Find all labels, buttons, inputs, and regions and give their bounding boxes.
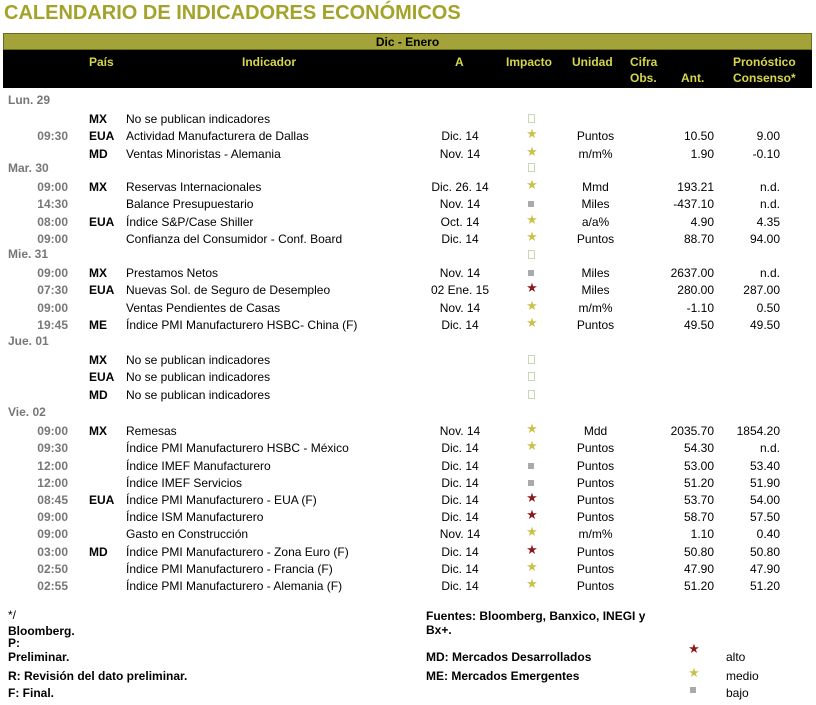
cell-unit: Puntos xyxy=(576,545,615,559)
day-label: Lun. 29 xyxy=(8,93,51,107)
empty-impact-icon xyxy=(528,163,535,172)
period-label: Dic - Enero xyxy=(375,35,440,49)
cell-time: 09:00 xyxy=(37,180,68,194)
cell-period: Dic. 14 xyxy=(441,510,479,524)
star-medio-icon: ★ xyxy=(526,177,538,192)
header-indicador: Indicador xyxy=(242,55,297,69)
cell-time: 02:55 xyxy=(37,579,68,593)
cell-ant: -437.10 xyxy=(673,197,714,211)
star-medio-icon: ★ xyxy=(526,559,538,574)
cell-time: 08:45 xyxy=(37,493,68,507)
cell-consensus: 57.50 xyxy=(749,510,780,524)
star-medio-icon: ★ xyxy=(526,126,538,141)
cell-consensus: n.d. xyxy=(759,197,780,211)
cell-ant: 1.90 xyxy=(690,147,714,161)
page-title: CALENDARIO DE INDICADORES ECONÓMICOS xyxy=(4,2,461,24)
cell-country: MX xyxy=(89,112,107,126)
cell-ant: 58.70 xyxy=(683,510,714,524)
cell-ant: 280.00 xyxy=(677,283,714,297)
legend-md: MD: Mercados Desarrollados xyxy=(426,650,592,664)
cell-indicator: Ventas Pendientes de Casas xyxy=(126,301,281,315)
cell-consensus: 53.40 xyxy=(749,459,780,473)
cell-indicator: Índice PMI Manufacturero - Zona Euro (F) xyxy=(126,545,349,559)
cell-time: 07:30 xyxy=(37,283,68,297)
cell-consensus: 54.00 xyxy=(749,493,780,507)
cell-unit: Puntos xyxy=(576,579,615,593)
star-alto-icon: ★ xyxy=(526,490,538,505)
cell-time: 19:45 xyxy=(37,318,68,332)
cell-indicator: Índice PMI Manufacturero HSBC - México xyxy=(126,441,349,455)
cell-unit: Puntos xyxy=(576,232,615,246)
cell-consensus: 1854.20 xyxy=(736,424,780,438)
cell-time: 12:00 xyxy=(37,459,68,473)
footnote-preliminar: Preliminar. xyxy=(8,650,70,664)
star-medio-icon: ★ xyxy=(526,229,538,244)
cell-period: Dic. 14 xyxy=(441,476,479,490)
cell-unit: Miles xyxy=(581,266,610,280)
cell-country: MX xyxy=(89,424,107,438)
sources-line1: Fuentes: Bloomberg, Banxico, INEGI y xyxy=(426,609,646,623)
cell-indicator: Confianza del Consumidor - Conf. Board xyxy=(126,232,343,246)
square-bajo-icon xyxy=(528,201,534,207)
cell-ant: 50.80 xyxy=(683,545,714,559)
cell-unit: Puntos xyxy=(576,510,615,524)
cell-unit: Puntos xyxy=(576,562,615,576)
empty-impact-icon xyxy=(528,372,535,381)
cell-country: MD xyxy=(89,147,108,161)
cell-consensus: 9.00 xyxy=(756,129,780,143)
cell-country: EUA xyxy=(89,283,115,297)
star-medio-icon: ★ xyxy=(526,298,538,313)
header-pais: País xyxy=(89,55,114,69)
legend-bajo-label: bajo xyxy=(726,686,749,700)
cell-unit: Miles xyxy=(581,283,610,297)
cell-time: 09:00 xyxy=(37,232,68,246)
cell-indicator: Ventas Minoristas - Alemania xyxy=(126,147,281,161)
legend-alto-label: alto xyxy=(726,650,746,664)
cell-ant: 2637.00 xyxy=(670,266,714,280)
empty-impact-icon xyxy=(528,355,535,364)
header-obs: Obs. xyxy=(630,71,657,85)
cell-country: MD xyxy=(89,388,108,402)
cell-unit: m/m% xyxy=(578,301,613,315)
cell-country: ME xyxy=(89,318,107,332)
star-medio-icon: ★ xyxy=(526,524,538,539)
empty-impact-icon xyxy=(528,114,535,123)
footnote-revision: R: Revisión del dato preliminar. xyxy=(8,669,188,683)
cell-unit: Puntos xyxy=(576,493,615,507)
day-label: Jue. 01 xyxy=(8,334,49,348)
cell-consensus: 0.50 xyxy=(756,301,780,315)
cell-country: EUA xyxy=(89,493,115,507)
cell-indicator: Prestamos Netos xyxy=(126,266,219,280)
cell-indicator: Gasto en Construcción xyxy=(126,527,249,541)
cell-consensus: n.d. xyxy=(759,180,780,194)
cell-indicator: Índice IMEF Manufacturero xyxy=(126,459,271,473)
cell-consensus: 4.35 xyxy=(756,215,780,229)
cell-period: Nov. 14 xyxy=(439,197,481,211)
cell-period: Dic. 14 xyxy=(441,459,479,473)
empty-impact-icon xyxy=(528,250,535,259)
cell-country: MX xyxy=(89,266,107,280)
cell-time: 09:00 xyxy=(37,266,68,280)
cell-unit: a/a% xyxy=(581,215,610,229)
cell-consensus: 49.50 xyxy=(749,318,780,332)
footnote-bloomberg: Bloomberg. xyxy=(8,624,75,638)
cell-indicator: No se publican indicadores xyxy=(126,388,271,402)
footnote-p: P: xyxy=(8,636,20,650)
cell-indicator: Índice PMI Manufacturero - Alemania (F) xyxy=(126,579,343,593)
empty-impact-icon xyxy=(528,390,535,399)
cell-time: 09:00 xyxy=(37,301,68,315)
cell-period: Dic. 14 xyxy=(441,579,479,593)
footnote-asterisk: */ xyxy=(8,608,17,622)
header-a: A xyxy=(455,55,464,69)
header-consenso: Consenso* xyxy=(733,71,796,85)
cell-time: 14:30 xyxy=(37,197,68,211)
cell-period: Nov. 14 xyxy=(439,424,481,438)
cell-ant: 1.10 xyxy=(690,527,714,541)
cell-indicator: Remesas xyxy=(126,424,177,438)
cell-unit: Puntos xyxy=(576,441,615,455)
cell-period: Dic. 14 xyxy=(441,545,479,559)
cell-indicator: Índice PMI Manufacturero - EUA (F) xyxy=(126,493,317,507)
cell-unit: Puntos xyxy=(576,318,615,332)
cell-ant: 10.50 xyxy=(683,129,714,143)
cell-time: 08:00 xyxy=(37,215,68,229)
cell-period: Dic. 26. 14 xyxy=(431,180,489,194)
header-ant: Ant. xyxy=(681,71,705,85)
cell-ant: 2035.70 xyxy=(670,424,714,438)
cell-period: Nov. 14 xyxy=(439,147,481,161)
cell-ant: 4.90 xyxy=(690,215,714,229)
cell-country: EUA xyxy=(89,129,115,143)
star-medio-icon: ★ xyxy=(688,665,700,680)
cell-consensus: 47.90 xyxy=(749,562,780,576)
cell-ant: 53.70 xyxy=(683,493,714,507)
cell-period: Dic. 14 xyxy=(441,232,479,246)
cell-country: EUA xyxy=(89,370,115,384)
cell-unit: m/m% xyxy=(578,527,613,541)
cell-indicator: No se publican indicadores xyxy=(126,370,271,384)
star-alto-icon: ★ xyxy=(526,507,538,522)
cell-country: MX xyxy=(89,180,107,194)
legend-me: ME: Mercados Emergentes xyxy=(426,669,580,683)
cell-period: Dic. 14 xyxy=(441,129,479,143)
cell-country: EUA xyxy=(89,215,115,229)
cell-unit: m/m% xyxy=(578,147,613,161)
cell-indicator: Índice ISM Manufacturero xyxy=(126,510,264,524)
legend-medio-label: medio xyxy=(726,669,759,683)
cell-unit: Mmd xyxy=(582,180,609,194)
cell-indicator: Actividad Manufacturera de Dallas xyxy=(126,129,309,143)
cell-ant: 53.00 xyxy=(683,459,714,473)
cell-indicator: Balance Presupuestario xyxy=(126,197,254,211)
cell-ant: 51.20 xyxy=(683,579,714,593)
cell-period: Dic. 14 xyxy=(441,318,479,332)
cell-ant: 193.21 xyxy=(677,180,714,194)
cell-time: 12:00 xyxy=(37,476,68,490)
cell-indicator: Reservas Internacionales xyxy=(126,180,262,194)
cell-indicator: Nuevas Sol. de Seguro de Desempleo xyxy=(126,283,331,297)
cell-unit: Puntos xyxy=(576,459,615,473)
square-bajo-icon xyxy=(690,687,696,693)
header-impacto: Impacto xyxy=(506,55,553,69)
cell-consensus: 287.00 xyxy=(743,283,780,297)
cell-consensus: n.d. xyxy=(759,266,780,280)
cell-indicator: No se publican indicadores xyxy=(126,112,271,126)
cell-consensus: 51.90 xyxy=(749,476,780,490)
sources-line2: Bx+. xyxy=(426,623,452,637)
cell-consensus: n.d. xyxy=(759,441,780,455)
cell-indicator: Índice PMI Manufacturero HSBC- China (F) xyxy=(126,318,358,332)
star-medio-icon: ★ xyxy=(526,438,538,453)
cell-period: Dic. 14 xyxy=(441,562,479,576)
cell-period: Nov. 14 xyxy=(439,527,481,541)
square-bajo-icon xyxy=(528,463,534,469)
cell-indicator: Índice PMI Manufacturero - Francia (F) xyxy=(126,562,333,576)
cell-time: 03:00 xyxy=(37,545,68,559)
cell-unit: Mdd xyxy=(583,424,608,438)
cell-country: MX xyxy=(89,353,107,367)
cell-ant: 88.70 xyxy=(683,232,714,246)
day-label: Vie. 02 xyxy=(8,405,46,419)
cell-time: 09:00 xyxy=(37,510,68,524)
cell-period: Dic. 14 xyxy=(441,441,479,455)
cell-period: 02 Ene. 15 xyxy=(430,283,490,297)
cell-period: Nov. 14 xyxy=(439,266,481,280)
cell-country: MD xyxy=(89,545,108,559)
cell-unit: Puntos xyxy=(576,476,615,490)
cell-indicator: Índice IMEF Servicios xyxy=(126,476,243,490)
star-alto-icon: ★ xyxy=(688,641,700,656)
star-medio-icon: ★ xyxy=(526,315,538,330)
cell-time: 02:50 xyxy=(37,562,68,576)
cell-ant: 54.30 xyxy=(683,441,714,455)
star-alto-icon: ★ xyxy=(526,280,538,295)
footnote-final: F: Final. xyxy=(8,686,54,700)
header-unidad: Unidad xyxy=(572,55,613,69)
cell-consensus: 94.00 xyxy=(749,232,780,246)
header-cifra: Cifra xyxy=(630,55,658,69)
day-label: Mar. 30 xyxy=(8,161,49,175)
header-pronostico: Pronóstico xyxy=(733,55,796,69)
star-medio-icon: ★ xyxy=(526,421,538,436)
star-medio-icon: ★ xyxy=(526,212,538,227)
cell-consensus: -0.10 xyxy=(752,147,780,161)
cell-indicator: Índice S&P/Case Shiller xyxy=(126,215,254,229)
cell-consensus: 51.20 xyxy=(749,579,780,593)
cell-period: Nov. 14 xyxy=(439,301,481,315)
star-medio-icon: ★ xyxy=(526,576,538,591)
star-medio-icon: ★ xyxy=(526,144,538,159)
cell-time: 09:00 xyxy=(37,527,68,541)
cell-ant: -1.10 xyxy=(686,301,714,315)
cell-unit: Puntos xyxy=(576,129,615,143)
cell-consensus: 0.40 xyxy=(756,527,780,541)
cell-period: Dic. 14 xyxy=(441,493,479,507)
cell-ant: 47.90 xyxy=(683,562,714,576)
cell-time: 09:30 xyxy=(37,441,68,455)
cell-ant: 51.20 xyxy=(683,476,714,490)
day-label: Mie. 31 xyxy=(8,247,49,261)
cell-time: 09:30 xyxy=(37,129,68,143)
cell-ant: 49.50 xyxy=(683,318,714,332)
cell-consensus: 50.80 xyxy=(749,545,780,559)
square-bajo-icon xyxy=(528,480,534,486)
square-bajo-icon xyxy=(528,270,534,276)
cell-time: 09:00 xyxy=(37,424,68,438)
cell-indicator: No se publican indicadores xyxy=(126,353,271,367)
star-alto-icon: ★ xyxy=(526,542,538,557)
cell-unit: Miles xyxy=(581,197,610,211)
period-header xyxy=(3,33,812,50)
cell-period: Oct. 14 xyxy=(440,215,480,229)
